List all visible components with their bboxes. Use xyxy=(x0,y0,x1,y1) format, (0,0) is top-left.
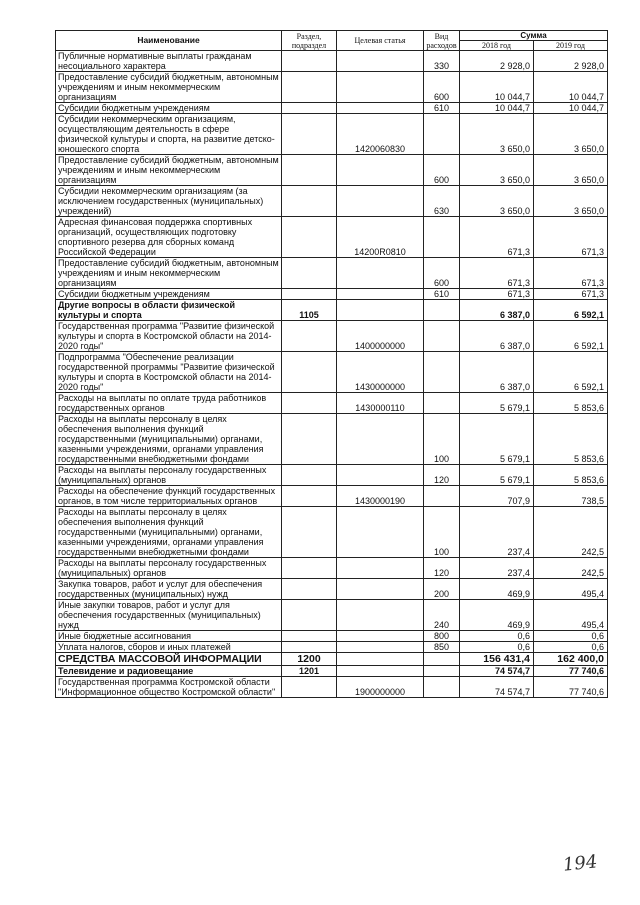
row-type-cell xyxy=(424,352,460,393)
row-name-cell: Субсидии некоммерческим организациям, осуществляющим деятельность в сфере физической культуры и спорта, на развитие детско-юношеского спорта xyxy=(56,114,282,155)
row-name-cell: Телевидение и радиовещание xyxy=(56,666,282,677)
row-target-cell: 1430000000 xyxy=(337,352,424,393)
row-target-cell xyxy=(337,289,424,300)
row-name-cell: Расходы на выплаты персоналу государственных (муниципальных) органов xyxy=(56,465,282,486)
row-2019-cell: 738,5 xyxy=(534,486,608,507)
row-section-cell xyxy=(282,677,337,698)
row-type-cell: 600 xyxy=(424,155,460,186)
row-name-cell: Предоставление субсидий бюджетным, автономным учреждениям и иным некоммерческим организациям xyxy=(56,258,282,289)
row-name-cell: Иные бюджетные ассигнования xyxy=(56,631,282,642)
row-name-cell: Подпрограмма "Обеспечение реализации государственной программы "Развитие физической культуры и спорта в Костромской области на 2014-2020 годы" xyxy=(56,352,282,393)
table-row xyxy=(56,414,608,465)
row-section-cell xyxy=(282,289,337,300)
row-2018-cell: 707,9 xyxy=(460,486,534,507)
table-row xyxy=(56,507,608,558)
row-2018-cell: 74 574,7 xyxy=(460,677,534,698)
row-target-cell: 1900000000 xyxy=(337,677,424,698)
table-row xyxy=(56,600,608,631)
row-2019-cell: 495,4 xyxy=(534,600,608,631)
row-2019-cell: 6 592,1 xyxy=(534,321,608,352)
table-row xyxy=(56,666,608,677)
row-target-cell xyxy=(337,51,424,72)
row-type-cell: 200 xyxy=(424,579,460,600)
row-2018-cell: 3 650,0 xyxy=(460,155,534,186)
row-section-cell xyxy=(282,631,337,642)
row-target-cell xyxy=(337,600,424,631)
row-name-cell: Предоставление субсидий бюджетным, автономным учреждениям и иным некоммерческим организациям xyxy=(56,72,282,103)
row-type-cell xyxy=(424,321,460,352)
row-target-cell xyxy=(337,258,424,289)
row-section-cell xyxy=(282,217,337,258)
row-section-cell xyxy=(282,558,337,579)
row-type-cell: 850 xyxy=(424,642,460,653)
row-2019-cell: 242,5 xyxy=(534,507,608,558)
row-section-cell xyxy=(282,414,337,465)
row-target-cell: 1400000000 xyxy=(337,321,424,352)
row-section-cell xyxy=(282,352,337,393)
row-2018-cell: 5 679,1 xyxy=(460,393,534,414)
row-2018-cell: 671,3 xyxy=(460,258,534,289)
row-target-cell xyxy=(337,653,424,666)
row-section-cell xyxy=(282,642,337,653)
table-row xyxy=(56,300,608,321)
table-header-row xyxy=(56,31,608,41)
row-section-cell xyxy=(282,258,337,289)
row-2019-cell: 3 650,0 xyxy=(534,186,608,217)
header-section: Раздел, подраздел xyxy=(282,31,337,51)
row-type-cell xyxy=(424,300,460,321)
row-2019-cell: 2 928,0 xyxy=(534,51,608,72)
row-target-cell xyxy=(337,155,424,186)
row-target-cell xyxy=(337,414,424,465)
row-2019-cell: 6 592,1 xyxy=(534,352,608,393)
row-target-cell xyxy=(337,579,424,600)
row-target-cell xyxy=(337,186,424,217)
row-2018-cell: 0,6 xyxy=(460,631,534,642)
row-2019-cell: 671,3 xyxy=(534,258,608,289)
row-target-cell: 14200R0810 xyxy=(337,217,424,258)
row-type-cell: 100 xyxy=(424,414,460,465)
row-target-cell xyxy=(337,666,424,677)
row-section-cell xyxy=(282,186,337,217)
row-type-cell xyxy=(424,393,460,414)
row-name-cell: Иные закупки товаров, работ и услуг для обеспечения государственных (муниципальных) нужд xyxy=(56,600,282,631)
header-name: Наименование xyxy=(56,31,282,51)
row-2019-cell: 3 650,0 xyxy=(534,155,608,186)
row-2018-cell: 6 387,0 xyxy=(460,300,534,321)
row-target-cell xyxy=(337,507,424,558)
table-row xyxy=(56,51,608,72)
row-2019-cell: 5 853,6 xyxy=(534,465,608,486)
table-body xyxy=(56,51,608,698)
row-section-cell xyxy=(282,486,337,507)
budget-sheet xyxy=(55,30,607,698)
row-2018-cell: 3 650,0 xyxy=(460,186,534,217)
table-row xyxy=(56,321,608,352)
row-2019-cell: 162 400,0 xyxy=(534,653,608,666)
row-name-cell: Субсидии бюджетным учреждениям xyxy=(56,289,282,300)
row-name-cell: Расходы на выплаты персоналу в целях обеспечения выполнения функций государственными (муниципальными) органами, казенными учреждениями, органами управления государственными внебюджетными фондами xyxy=(56,507,282,558)
row-section-cell xyxy=(282,72,337,103)
row-2018-cell: 3 650,0 xyxy=(460,114,534,155)
row-type-cell: 120 xyxy=(424,558,460,579)
row-2019-cell: 495,4 xyxy=(534,579,608,600)
table-row xyxy=(56,186,608,217)
row-type-cell: 630 xyxy=(424,186,460,217)
row-2018-cell: 10 044,7 xyxy=(460,103,534,114)
table-row xyxy=(56,114,608,155)
row-name-cell: СРЕДСТВА МАССОВОЙ ИНФОРМАЦИИ xyxy=(56,653,282,666)
header-type: Вид расходов xyxy=(424,31,460,51)
row-section-cell: 1200 xyxy=(282,653,337,666)
budget-table xyxy=(55,30,608,698)
row-type-cell: 800 xyxy=(424,631,460,642)
row-2019-cell: 242,5 xyxy=(534,558,608,579)
page-number: 194 xyxy=(561,851,599,876)
row-2018-cell: 237,4 xyxy=(460,558,534,579)
row-target-cell xyxy=(337,465,424,486)
row-target-cell xyxy=(337,631,424,642)
row-target-cell: 1430000110 xyxy=(337,393,424,414)
row-target-cell xyxy=(337,72,424,103)
row-2018-cell: 74 574,7 xyxy=(460,666,534,677)
row-type-cell: 120 xyxy=(424,465,460,486)
row-section-cell: 1105 xyxy=(282,300,337,321)
row-target-cell xyxy=(337,300,424,321)
row-2019-cell: 3 650,0 xyxy=(534,114,608,155)
table-row xyxy=(56,217,608,258)
row-section-cell xyxy=(282,321,337,352)
row-2019-cell: 0,6 xyxy=(534,642,608,653)
row-2019-cell: 0,6 xyxy=(534,631,608,642)
row-name-cell: Субсидии бюджетным учреждениям xyxy=(56,103,282,114)
row-2018-cell: 671,3 xyxy=(460,217,534,258)
table-row xyxy=(56,486,608,507)
table-row xyxy=(56,289,608,300)
table-row xyxy=(56,465,608,486)
header-sum: Сумма xyxy=(460,31,608,41)
row-2018-cell: 156 431,4 xyxy=(460,653,534,666)
row-name-cell: Расходы на выплаты по оплате труда работников государственных органов xyxy=(56,393,282,414)
table-row xyxy=(56,258,608,289)
row-2018-cell: 5 679,1 xyxy=(460,414,534,465)
row-name-cell: Адресная финансовая поддержка спортивных организаций, осуществляющих подготовку спортивного резерва для сборных команд Российской Федерации xyxy=(56,217,282,258)
table-row xyxy=(56,393,608,414)
row-2018-cell: 6 387,0 xyxy=(460,321,534,352)
table-row xyxy=(56,72,608,103)
row-section-cell: 1201 xyxy=(282,666,337,677)
row-target-cell xyxy=(337,103,424,114)
header-target: Целевая статья xyxy=(337,31,424,51)
row-type-cell xyxy=(424,666,460,677)
header-2018: 2018 год xyxy=(460,41,534,51)
row-2019-cell: 671,3 xyxy=(534,289,608,300)
table-row xyxy=(56,653,608,666)
row-type-cell: 240 xyxy=(424,600,460,631)
row-type-cell: 100 xyxy=(424,507,460,558)
table-row xyxy=(56,631,608,642)
row-2019-cell: 671,3 xyxy=(534,217,608,258)
row-type-cell xyxy=(424,486,460,507)
table-row xyxy=(56,155,608,186)
row-type-cell xyxy=(424,217,460,258)
row-name-cell: Субсидии некоммерческим организациям (за исключением государственных (муниципальных) учреждений) xyxy=(56,186,282,217)
row-name-cell: Уплата налогов, сборов и иных платежей xyxy=(56,642,282,653)
row-2018-cell: 469,9 xyxy=(460,579,534,600)
row-2018-cell: 2 928,0 xyxy=(460,51,534,72)
row-2018-cell: 6 387,0 xyxy=(460,352,534,393)
row-section-cell xyxy=(282,155,337,186)
row-2019-cell: 77 740,6 xyxy=(534,666,608,677)
row-target-cell: 1420060830 xyxy=(337,114,424,155)
row-section-cell xyxy=(282,393,337,414)
row-type-cell: 610 xyxy=(424,289,460,300)
row-name-cell: Публичные нормативные выплаты гражданам несоциального характера xyxy=(56,51,282,72)
row-section-cell xyxy=(282,465,337,486)
row-target-cell xyxy=(337,558,424,579)
table-row xyxy=(56,579,608,600)
row-2019-cell: 5 853,6 xyxy=(534,393,608,414)
row-type-cell: 600 xyxy=(424,258,460,289)
row-2018-cell: 671,3 xyxy=(460,289,534,300)
row-type-cell: 600 xyxy=(424,72,460,103)
row-type-cell xyxy=(424,114,460,155)
row-2019-cell: 77 740,6 xyxy=(534,677,608,698)
table-row xyxy=(56,642,608,653)
row-2018-cell: 237,4 xyxy=(460,507,534,558)
row-2019-cell: 10 044,7 xyxy=(534,72,608,103)
table-row xyxy=(56,103,608,114)
row-2019-cell: 6 592,1 xyxy=(534,300,608,321)
row-type-cell xyxy=(424,653,460,666)
row-section-cell xyxy=(282,600,337,631)
row-name-cell: Государственная программа "Развитие физической культуры и спорта в Костромской области на 2014-2020 годы" xyxy=(56,321,282,352)
row-name-cell: Другие вопросы в области физической культуры и спорта xyxy=(56,300,282,321)
row-section-cell xyxy=(282,103,337,114)
row-target-cell: 1430000190 xyxy=(337,486,424,507)
table-row xyxy=(56,352,608,393)
table-row xyxy=(56,558,608,579)
row-type-cell xyxy=(424,677,460,698)
row-name-cell: Закупка товаров, работ и услуг для обеспечения государственных (муниципальных) нужд xyxy=(56,579,282,600)
row-type-cell: 330 xyxy=(424,51,460,72)
row-type-cell: 610 xyxy=(424,103,460,114)
row-2019-cell: 5 853,6 xyxy=(534,414,608,465)
row-2018-cell: 10 044,7 xyxy=(460,72,534,103)
row-section-cell xyxy=(282,51,337,72)
row-section-cell xyxy=(282,507,337,558)
row-target-cell xyxy=(337,642,424,653)
header-2019: 2019 год xyxy=(534,41,608,51)
row-name-cell: Предоставление субсидий бюджетным, автономным учреждениям и иным некоммерческим организациям xyxy=(56,155,282,186)
row-2018-cell: 469,9 xyxy=(460,600,534,631)
row-name-cell: Расходы на выплаты персоналу в целях обеспечения выполнения функций государственными (муниципальными) органами, казенными учреждениями, органами управления государственными внебюджетными фондами xyxy=(56,414,282,465)
row-2018-cell: 0,6 xyxy=(460,642,534,653)
table-row xyxy=(56,677,608,698)
row-name-cell: Государственная программа Костромской области "Информационное общество Костромской области" xyxy=(56,677,282,698)
row-name-cell: Расходы на выплаты персоналу государственных (муниципальных) органов xyxy=(56,558,282,579)
row-name-cell: Расходы на обеспечение функций государственных органов, в том числе территориальных органов xyxy=(56,486,282,507)
row-2019-cell: 10 044,7 xyxy=(534,103,608,114)
row-section-cell xyxy=(282,579,337,600)
row-section-cell xyxy=(282,114,337,155)
row-2018-cell: 5 679,1 xyxy=(460,465,534,486)
